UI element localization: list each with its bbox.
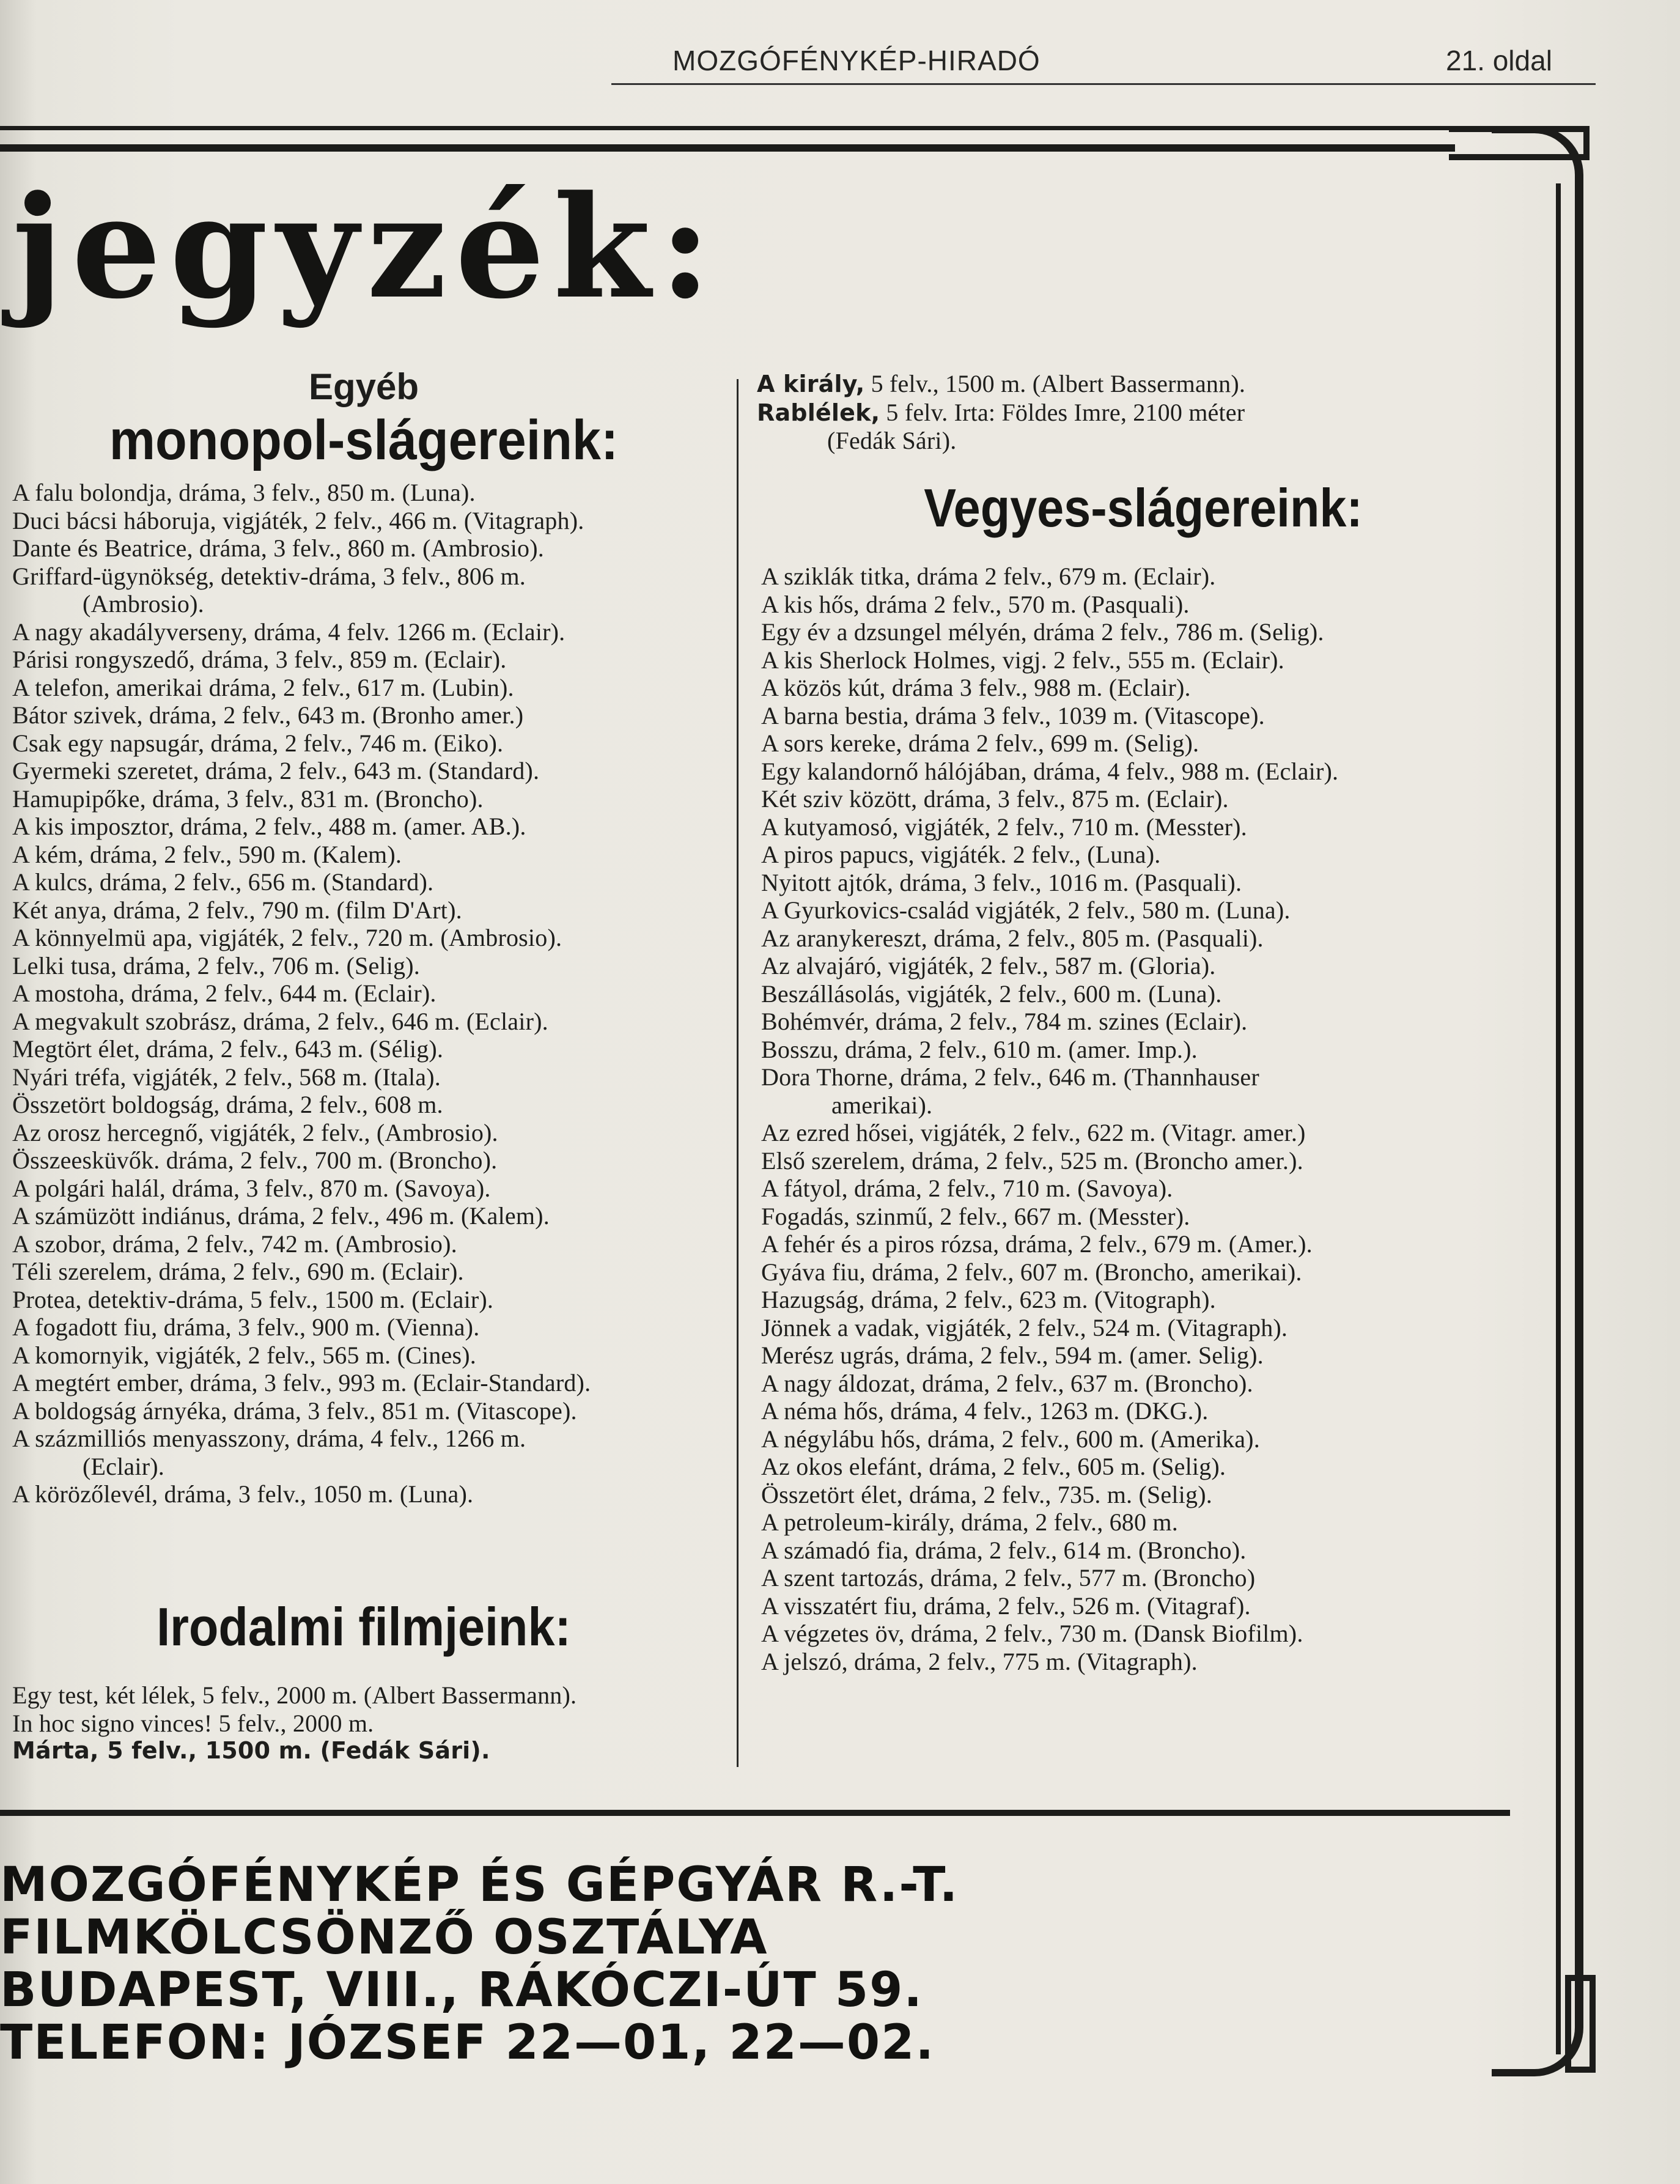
list-item: A komornyik, vigjáték, 2 felv., 565 m. (Cines). xyxy=(12,1341,476,1369)
company-footer xyxy=(0,1859,959,2069)
list-item: A végzetes öv, dráma, 2 felv., 730 m. (Dansk Biofilm). xyxy=(761,1620,1303,1647)
list-item: A közös kút, dráma 3 felv., 988 m. (Eclair). xyxy=(761,674,1191,701)
list-item: Egy test, két lélek, 5 felv., 2000 m. (Albert Bassermann). xyxy=(12,1681,577,1709)
list-item: Az ezred hősei, vigjáték, 2 felv., 622 m. (Vitagr. amer.) xyxy=(761,1119,1306,1146)
list-item: A megtért ember, dráma, 3 felv., 993 m. (Eclair-Standard). xyxy=(12,1369,591,1396)
list-item: A petroleum-király, dráma, 2 felv., 680 m. xyxy=(761,1508,1178,1536)
list-item: Hamupipőke, dráma, 3 felv., 831 m. (Broncho). xyxy=(12,784,484,813)
list-item: A számadó fia, dráma, 2 felv., 614 m. (Broncho). xyxy=(761,1536,1247,1564)
list-item: Csak egy napsugár, dráma, 2 felv., 746 m. (Eiko). xyxy=(12,729,504,757)
list-item: A barna bestia, dráma 3 felv., 1039 m. (Vitascope). xyxy=(761,701,1265,729)
frame-inner-right-rule xyxy=(1556,183,1561,2054)
list-item: A fogadott fiu, dráma, 3 felv., 900 m. (Vienna). xyxy=(12,1313,480,1341)
list-item: Dora Thorne, dráma, 2 felv., 646 m. (Thannhauser xyxy=(761,1063,1259,1091)
list-item: Megtört élet, dráma, 2 felv., 643 m. (Sélig). xyxy=(12,1035,444,1063)
list-item: A mostoha, dráma, 2 felv., 644 m. (Eclair). xyxy=(12,979,437,1007)
list-item: A négylábu hős, dráma, 2 felv., 600 m. (Amerika). xyxy=(761,1425,1260,1453)
list-item: A piros papucs, vigjáték. 2 felv., (Luna). xyxy=(761,841,1161,868)
list-item: A fátyol, dráma, 2 felv., 710 m. (Savoya). xyxy=(761,1175,1173,1202)
list-item: A Gyurkovics-család vigjáték, 2 felv., 580 m. (Luna). xyxy=(761,896,1291,924)
footer-telephone: TELEFON: JÓZSEF 22—01, 22—02. xyxy=(0,2015,935,2070)
list-item: Nyitott ajtók, dráma, 3 felv., 1016 m. (Pasquali). xyxy=(761,868,1242,896)
list-item-continuation: (Ambrosio). xyxy=(83,590,204,618)
list-item: A nagy akadályverseny, dráma, 4 felv. 1266 m. (Eclair). xyxy=(12,618,566,646)
list-item: Fogadás, szinmű, 2 felv., 667 m. (Messter). xyxy=(761,1202,1190,1230)
featured-film-list xyxy=(757,370,1245,455)
list-item: A polgári halál, dráma, 3 felv., 870 m. (Savoya). xyxy=(12,1174,491,1202)
list-item: A visszatért fiu, dráma, 2 felv., 526 m. (Vitagraf). xyxy=(761,1592,1251,1620)
list-item-continuation: (Eclair). xyxy=(83,1452,164,1480)
list-item: Merész ugrás, dráma, 2 felv., 594 m. (amer. Selig). xyxy=(761,1341,1264,1369)
list-item: Bátor szivek, dráma, 2 felv., 643 m. (Bronho amer.) xyxy=(12,701,524,729)
list-item: Gyermeki szeretet, dráma, 2 felv., 643 m. (Standard). xyxy=(12,757,540,784)
list-item: A szobor, dráma, 2 felv., 742 m. (Ambrosio). xyxy=(12,1230,457,1258)
list-item: Az orosz hercegnő, vigjáték, 2 felv., (Ambrosio). xyxy=(12,1118,498,1146)
frame-corner-ornament-bottom xyxy=(1565,1975,1596,2073)
list-item: Az okos elefánt, dráma, 2 felv., 605 m. (Selig). xyxy=(761,1453,1226,1480)
list-item: Téli szerelem, dráma, 2 felv., 690 m. (Eclair). xyxy=(12,1258,464,1285)
list-item: Az aranykereszt, dráma, 2 felv., 805 m. (Pasquali). xyxy=(761,924,1264,952)
vegyes-heading: Vegyes-slágereink: xyxy=(924,478,1363,538)
list-item: Egy kalandornő hálójában, dráma, 4 felv., 988 m. (Eclair). xyxy=(761,757,1339,785)
list-item: A nagy áldozat, dráma, 2 felv., 637 m. (Broncho). xyxy=(761,1369,1253,1397)
page-number: 21. oldal xyxy=(1446,45,1552,76)
literary-film-list xyxy=(12,1681,577,1765)
left-kicker: Egyéb xyxy=(308,366,419,407)
list-item xyxy=(757,370,1245,399)
list-item: A telefon, amerikai dráma, 2 felv., 617 m. (Lubin). xyxy=(12,673,514,701)
frame-right-border xyxy=(1492,126,1583,2076)
list-item: A számüzött indiánus, dráma, 2 felv., 496 m. (Kalem). xyxy=(12,1202,550,1230)
film-details: 5 felv. Irta: Földes Imre, 2100 méter xyxy=(880,398,1245,426)
film-details: 5 felv., 1500 m. (Albert Bassermann). xyxy=(864,370,1246,397)
frame-top-thin-rule xyxy=(0,126,1455,130)
list-item: Két sziv között, dráma, 3 felv., 875 m. (Eclair). xyxy=(761,785,1229,813)
footer-company-name: MOZGÓFÉNYKÉP ÉS GÉPGYÁR R.-T. xyxy=(0,1858,959,1913)
film-title: Rablélek, xyxy=(757,399,880,426)
list-item-continuation: amerikai). xyxy=(831,1091,933,1119)
list-item: A falu bolondja, dráma, 3 felv., 850 m. (Luna). xyxy=(12,479,476,506)
list-item xyxy=(757,399,1245,427)
main-title: jegyzék: xyxy=(12,165,720,330)
header-rule xyxy=(611,83,1596,85)
list-item: Griffard-ügynökség, detektiv-dráma, 3 felv., 806 m. xyxy=(12,562,526,590)
list-item: Első szerelem, dráma, 2 felv., 525 m. (Broncho amer.). xyxy=(761,1146,1303,1175)
list-item: A fehér és a piros rózsa, dráma, 2 felv., 679 m. (Amer.). xyxy=(761,1230,1313,1258)
footer-divider-rule xyxy=(0,1810,1510,1816)
running-header-title: MOZGÓFÉNYKÉP-HIRADÓ xyxy=(672,45,1041,76)
list-item: Lelki tusa, dráma, 2 felv., 706 m. (Selig). xyxy=(12,951,420,979)
footer-department: FILMKÖLCSÖNZŐ OSZTÁLYA xyxy=(0,1910,768,1965)
list-item: A sziklák titka, dráma 2 felv., 679 m. (Eclair). xyxy=(761,563,1216,590)
list-item: A kulcs, dráma, 2 felv., 656 m. (Standard). xyxy=(12,868,434,896)
list-item: Összetört élet, dráma, 2 felv., 735. m. (Selig). xyxy=(761,1480,1212,1508)
list-item: Párisi rongyszedő, dráma, 3 felv., 859 m. (Eclair). xyxy=(12,646,507,673)
film-details: (Fedák Sári). xyxy=(827,427,957,454)
list-item: Gyáva fiu, dráma, 2 felv., 607 m. (Broncho, amerikai). xyxy=(761,1258,1302,1286)
list-item: A kém, dráma, 2 felv., 590 m. (Kalem). xyxy=(12,840,402,868)
list-item: A megvakult szobrász, dráma, 2 felv., 646 m. (Eclair). xyxy=(12,1007,548,1035)
list-item: A körözőlevél, dráma, 3 felv., 1050 m. (Luna). xyxy=(12,1480,474,1508)
list-item: A kutyamosó, vigjáték, 2 felv., 710 m. (Messter). xyxy=(761,813,1247,841)
monopol-heading: monopol-slágereink: xyxy=(109,409,619,471)
list-item: Jönnek a vadak, vigjáték, 2 felv., 524 m. (Vitagraph). xyxy=(761,1313,1288,1341)
list-item: Hazugság, dráma, 2 felv., 623 m. (Vitograph). xyxy=(761,1286,1216,1313)
list-item: Két anya, dráma, 2 felv., 790 m. (film D'Art). xyxy=(12,896,462,924)
list-item: A néma hős, dráma, 4 felv., 1263 m. (DKG.). xyxy=(761,1397,1209,1425)
list-item: Protea, detektiv-dráma, 5 felv., 1500 m. (Eclair). xyxy=(12,1285,494,1313)
list-item: Összetört boldogság, dráma, 2 felv., 608 m. xyxy=(12,1091,443,1118)
monopol-film-list xyxy=(12,479,591,1508)
list-item: Összeesküvők. dráma, 2 felv., 700 m. (Broncho). xyxy=(12,1146,498,1174)
list-item-continuation xyxy=(757,427,1245,455)
list-item: A kis hős, dráma 2 felv., 570 m. (Pasquali). xyxy=(761,590,1190,618)
list-item: A jelszó, dráma, 2 felv., 775 m. (Vitagraph). xyxy=(761,1647,1198,1675)
list-item: Az alvajáró, vigjáték, 2 felv., 587 m. (Gloria). xyxy=(761,952,1216,979)
literary-heading: Irodalmi filmjeink: xyxy=(157,1596,571,1657)
list-item: Beszállásolás, vigjáték, 2 felv., 600 m. (Luna). xyxy=(761,979,1222,1008)
frame-top-thick-rule xyxy=(0,144,1455,152)
list-item: A sors kereke, dráma 2 felv., 699 m. (Selig). xyxy=(761,729,1199,757)
list-item: Nyári tréfa, vigjáték, 2 felv., 568 m. (Itala). xyxy=(12,1063,441,1091)
list-item: Duci bácsi háboruja, vigjáték, 2 felv., 466 m. (Vitagraph). xyxy=(12,506,584,534)
film-title: A király, xyxy=(757,371,865,397)
list-item: Egy év a dzsungel mélyén, dráma 2 felv., 786 m. (Selig). xyxy=(761,618,1324,646)
list-item: In hoc signo vinces! 5 felv., 2000 m. xyxy=(12,1709,374,1737)
column-divider xyxy=(737,379,739,1767)
list-item: A boldogság árnyéka, dráma, 3 felv., 851 m. (Vitascope). xyxy=(12,1396,577,1425)
list-item: Dante és Beatrice, dráma, 3 felv., 860 m. (Ambrosio). xyxy=(12,534,544,562)
list-item: Bosszu, dráma, 2 felv., 610 m. (amer. Imp.). xyxy=(761,1035,1198,1063)
list-item: A szent tartozás, dráma, 2 felv., 577 m. (Broncho) xyxy=(761,1564,1256,1592)
list-item-featured: Márta, 5 felv., 1500 m. (Fedák Sári). xyxy=(12,1737,490,1764)
list-item: A kis imposztor, dráma, 2 felv., 488 m. (amer. AB.). xyxy=(12,813,526,840)
list-item: A százmilliós menyasszony, dráma, 4 felv., 1266 m. xyxy=(12,1425,526,1452)
list-item: A könnyelmü apa, vigjáték, 2 felv., 720 m. (Ambrosio). xyxy=(12,924,562,951)
list-item: Bohémvér, dráma, 2 felv., 784 m. szines (Eclair). xyxy=(761,1008,1248,1035)
list-item: A kis Sherlock Holmes, vigj. 2 felv., 555 m. (Eclair). xyxy=(761,646,1284,674)
vegyes-film-list xyxy=(761,563,1338,1675)
footer-address: BUDAPEST, VIII., RÁKÓCZI-ÚT 59. xyxy=(0,1963,923,2018)
